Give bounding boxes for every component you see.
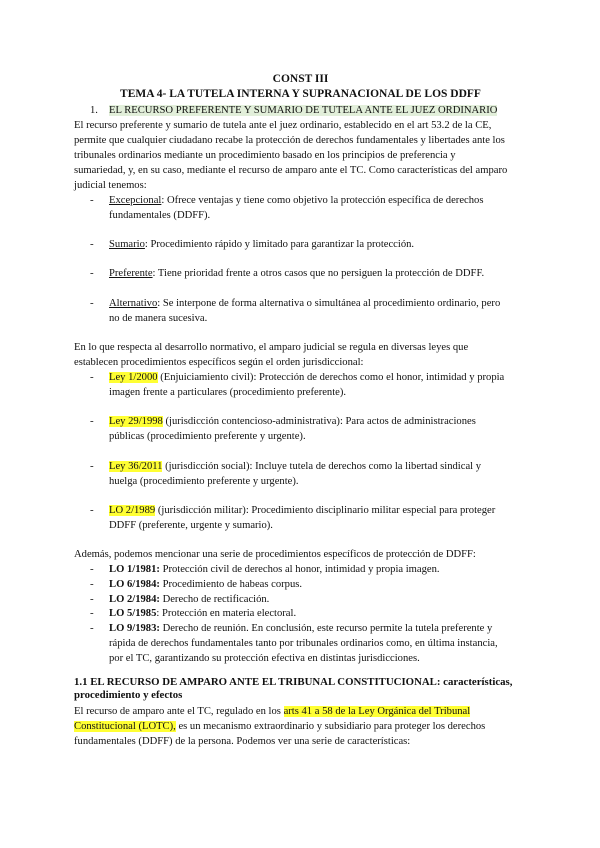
list-item: [109, 577, 527, 592]
item-text: (Enjuiciamiento civil): Protección de derechos como el honor, intimidad y propia: [157, 372, 505, 383]
item-text: : Ofrece ventajas y tiene como objetivo la protección específica de derechos: [161, 195, 484, 206]
list-item: [109, 370, 527, 385]
text-line: establecen procedimientos específicos según el orden jurisdiccional:: [74, 357, 364, 368]
bullet-dash: -: [90, 622, 94, 634]
text-line: fundamentales (DDFF) de la persona. Podemos ver una serie de características:: [74, 736, 411, 747]
law-name: Ley 1/2000: [109, 372, 158, 383]
bullet-dash: -: [90, 504, 94, 516]
bullet-dash: -: [90, 371, 94, 383]
bullet-dash: -: [90, 563, 94, 575]
list-item-continuation: imagen frente a particulares (procedimiento preferente).: [109, 387, 347, 398]
section-number: 1.: [90, 105, 98, 116]
highlighted-reference: Constitucional (LOTC),: [74, 721, 176, 732]
procedure-name: LO 1/1981:: [109, 564, 160, 575]
bullet-dash: -: [90, 578, 94, 590]
section-heading: [109, 103, 497, 118]
item-text: Derecho de reunión. En conclusión, este recurso permite la tutela preferente y: [159, 623, 493, 634]
list-item: [109, 621, 527, 636]
item-text: : Tiene prioridad frente a otros casos que no persiguen la protección de DDFF.: [152, 268, 485, 279]
item-text: Derecho de rectificación.: [159, 594, 270, 605]
item-term: Preferente: [109, 268, 153, 279]
list-item: [109, 592, 527, 607]
item-text: Protección civil de derechos al honor, intimidad y propia imagen.: [159, 564, 440, 575]
item-term: Sumario: [109, 239, 145, 250]
item-term: Excepcional: [109, 195, 162, 206]
bullet-dash: -: [90, 460, 94, 472]
procedure-name: LO 6/1984:: [109, 579, 160, 590]
law-name: LO 2/1989: [109, 505, 156, 516]
list-item: [109, 193, 527, 208]
item-text: (jurisdicción contencioso-administrativa): Para actos de administraciones: [162, 416, 476, 427]
page-title: TEMA 4- LA TUTELA INTERNA Y SUPRANACIONAL DE LOS DDFF: [120, 88, 481, 100]
item-text: : Se interpone de forma alternativa o simultánea al procedimiento ordinario, pero: [157, 298, 501, 309]
item-text: (jurisdicción social): Incluye tutela de derechos como la libertad sindical y: [162, 461, 482, 472]
list-item-continuation: no de manera sucesiva.: [109, 313, 208, 324]
item-text: : Procedimiento rápido y limitado para garantizar la protección.: [144, 239, 415, 250]
subsection-heading-continuation: procedimiento y efectos: [74, 689, 183, 701]
text-line: permite que cualquier ciudadano recabe la protección de derechos fundamentales y libertades ante los: [74, 135, 505, 146]
subsection-heading: 1.1 EL RECURSO DE AMPARO ANTE EL TRIBUNAL CONSTITUCIONAL: características,: [74, 676, 513, 688]
list-item-continuation: fundamentales (DDFF).: [109, 210, 211, 221]
bullet-dash: -: [90, 415, 94, 427]
list-item: [109, 266, 527, 281]
bullet-dash: -: [90, 297, 94, 309]
text-fragment: es un mecanismo extraordinario y subsidiario para proteger los derechos: [175, 721, 486, 732]
list-item: [109, 562, 527, 577]
text-line: tribunales ordinarios mediante un procedimiento basado en los principios de preferencia y: [74, 150, 456, 161]
item-text: : Protección en materia electoral.: [156, 608, 297, 619]
list-item-continuation: huelga (procedimiento preferente y urgente).: [109, 476, 299, 487]
text-fragment: El recurso de amparo ante el TC, regulado en los: [74, 706, 284, 717]
item-term: Alternativo: [109, 298, 158, 309]
item-text: Procedimiento de habeas corpus.: [159, 579, 303, 590]
list-item-continuation: rápida de derechos fundamentales tanto por tribunales ordinarios como, en última instancia,: [109, 638, 498, 649]
bullet-dash: -: [90, 607, 94, 619]
text-line: Además, podemos mencionar una serie de procedimientos específicos de protección de DDFF:: [74, 549, 476, 560]
text-line: sumariedad, y, en su caso, mediante el recurso de amparo ante el TC. Como características del amparo: [74, 165, 508, 176]
text-line: En lo que respecta al desarrollo normativo, el amparo judicial se regula en diversas leyes que: [74, 342, 469, 353]
procedure-name: LO 2/1984:: [109, 594, 160, 605]
list-item: [109, 237, 527, 252]
text-line: judicial tenemos:: [74, 180, 147, 191]
item-text: (jurisdicción militar): Procedimiento disciplinario militar especial para proteger: [155, 505, 496, 516]
text-line: [74, 704, 527, 719]
course-title: CONST III: [272, 73, 329, 85]
bullet-dash: -: [90, 267, 94, 279]
list-item-continuation: DDFF (preferente, urgente y sumario).: [109, 520, 273, 531]
list-item: [109, 296, 527, 311]
list-item-continuation: públicas (procedimiento preferente y urgente).: [109, 431, 306, 442]
bullet-dash: -: [90, 194, 94, 206]
procedure-name: LO 9/1983:: [109, 623, 160, 634]
law-name: Ley 36/2011: [109, 461, 163, 472]
bullet-dash: -: [90, 238, 94, 250]
list-item-continuation: por el TC, garantizando su protección efectiva en distintas jurisdicciones.: [109, 653, 420, 664]
text-line: El recurso preferente y sumario de tutela ante el juez ordinario, establecido en el art 53.2 de la CE,: [74, 120, 492, 131]
list-item: [109, 459, 527, 474]
list-item: [109, 606, 527, 621]
section-heading-text: EL RECURSO PREFERENTE Y SUMARIO DE TUTELA ANTE EL JUEZ ORDINARIO: [109, 105, 498, 116]
highlighted-reference: arts 41 a 58 de la Ley Orgánica del Tribunal: [283, 706, 471, 717]
text-line: [74, 719, 527, 734]
law-name: Ley 29/1998: [109, 416, 163, 427]
list-item: [109, 414, 527, 429]
bullet-dash: -: [90, 593, 94, 605]
list-item: [109, 503, 527, 518]
procedure-name: LO 5/1985: [109, 608, 157, 619]
